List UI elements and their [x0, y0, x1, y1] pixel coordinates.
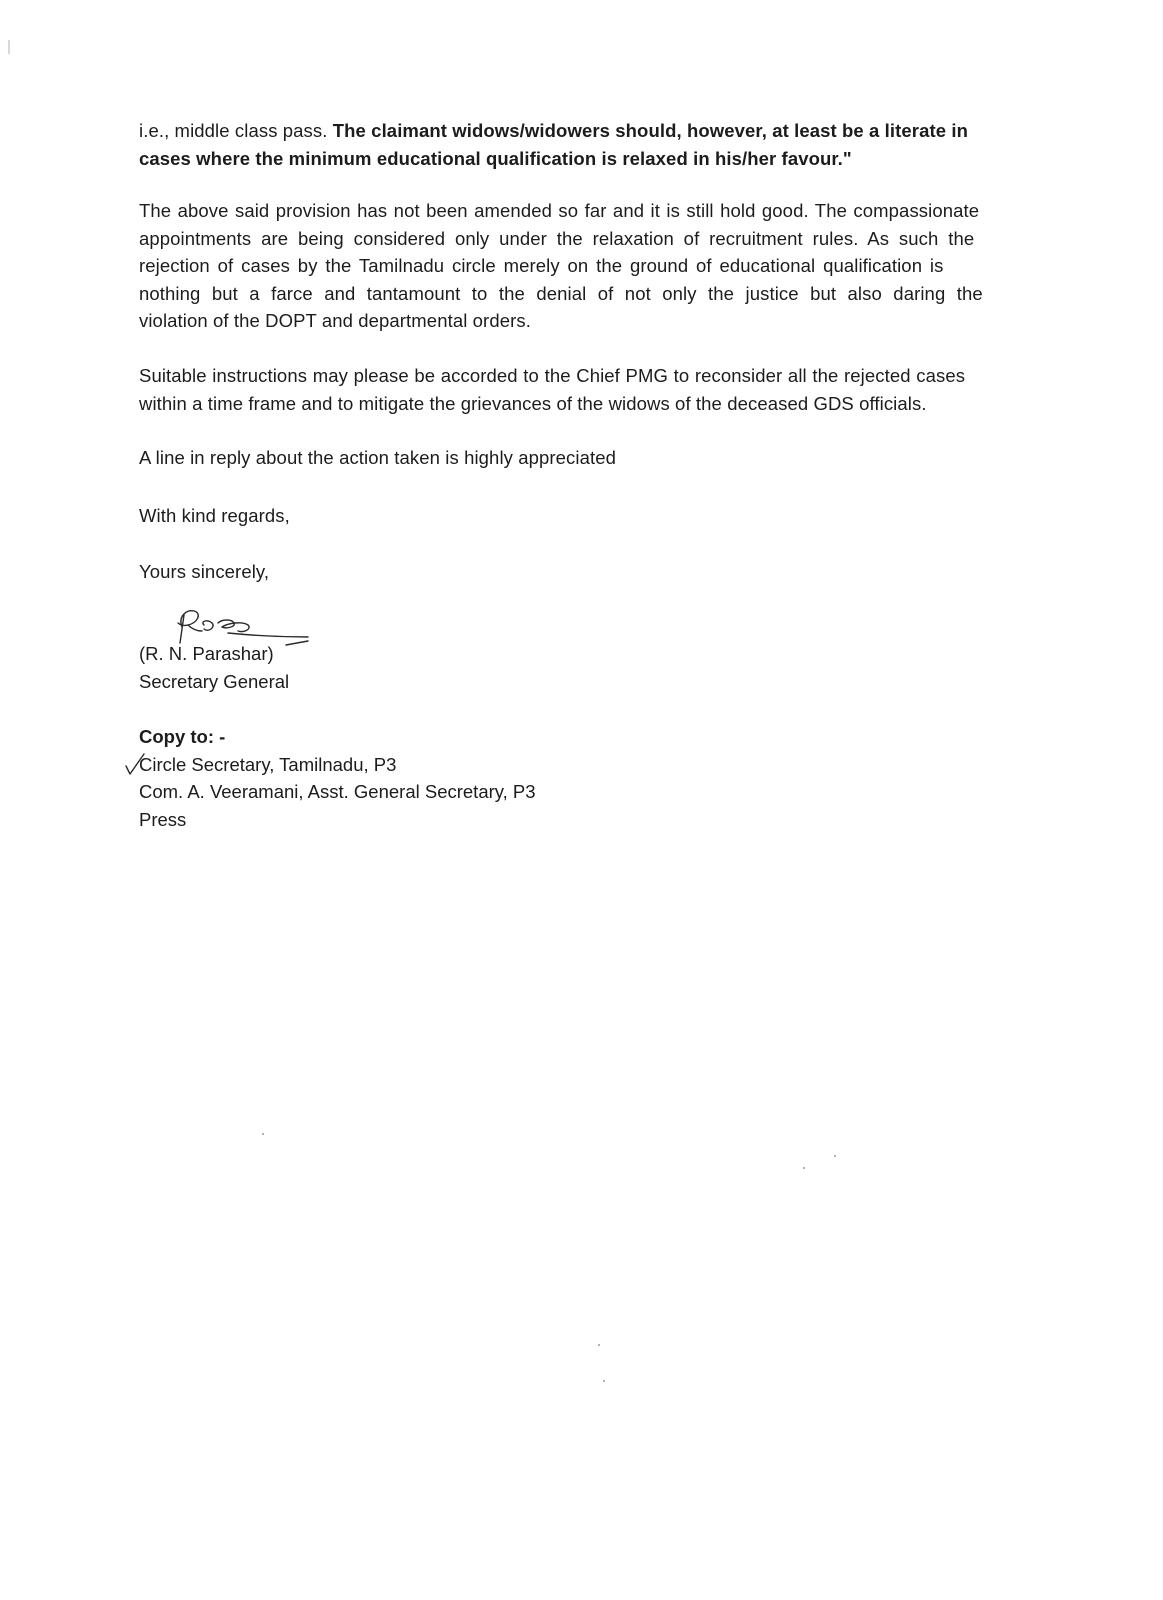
paragraph-3: [139, 362, 1059, 417]
copy-to-recipient-3: Press: [139, 808, 187, 830]
signatory-name: (R. N. Parashar): [139, 643, 274, 664]
copy-to-heading: Copy to: -: [139, 726, 226, 747]
paragraph-2-line-4: nothing but a farce and tantamount to the denial of not only the justice but also daring the: [139, 282, 983, 304]
scan-speck: [834, 1155, 836, 1157]
tick-mark-icon: [124, 752, 146, 778]
paragraph-2-line-3: rejection of cases by the Tamilnadu circle merely on the ground of educational qualification is: [139, 255, 944, 276]
scan-speck: [598, 1344, 600, 1346]
paragraph-1-bold-line-1: The claimant widows/widowers should, however, at least be a literate in: [332, 120, 968, 141]
copy-to-recipient-2: Com. A. Veeramani, Asst. General Secretary, P3: [139, 781, 536, 802]
closing-regards: [139, 502, 1059, 530]
paragraph-4: [139, 444, 1059, 472]
scan-speck: [803, 1167, 805, 1169]
paragraph-2-line-5: violation of the DOPT and departmental orders.: [139, 310, 531, 331]
signatory-designation: Secretary General: [139, 671, 290, 692]
copy-to-block: [139, 723, 536, 833]
scan-speck: [603, 1380, 605, 1382]
paragraph-1-bold-line-2: cases where the minimum educational qualification is relaxed in his/her favour.": [139, 147, 852, 169]
paragraph-3-line-1: Suitable instructions may please be accorded to the Chief PMG to reconsider all the rejected cases: [139, 365, 966, 386]
signatory-block: [139, 640, 289, 696]
paragraph-1-line-1: [139, 117, 1059, 145]
copy-to-recipient-1: Circle Secretary, Tamilnadu, P3: [139, 753, 397, 775]
paragraph-1-normal: i.e., middle class pass.: [139, 120, 333, 141]
paragraph-1: [139, 117, 1059, 172]
closing-regards-text: With kind regards,: [139, 505, 290, 526]
paragraph-2-line-2: appointments are being considered only under the relaxation of recruitment rules. As such the: [139, 227, 975, 249]
paragraph-2-line-1: The above said provision has not been amended so far and it is still hold good. The compassionate: [139, 200, 980, 221]
scan-speck: [262, 1133, 264, 1135]
paragraph-2: [139, 197, 1059, 335]
closing-sincerely: [139, 558, 1059, 586]
closing-sincerely-text: Yours sincerely,: [139, 561, 270, 582]
scan-edge-mark: [8, 40, 10, 54]
paragraph-4-line: A line in reply about the action taken is highly appreciated: [139, 447, 617, 468]
paragraph-3-line-2: within a time frame and to mitigate the grievances of the widows of the deceased GDS officials.: [139, 392, 927, 414]
